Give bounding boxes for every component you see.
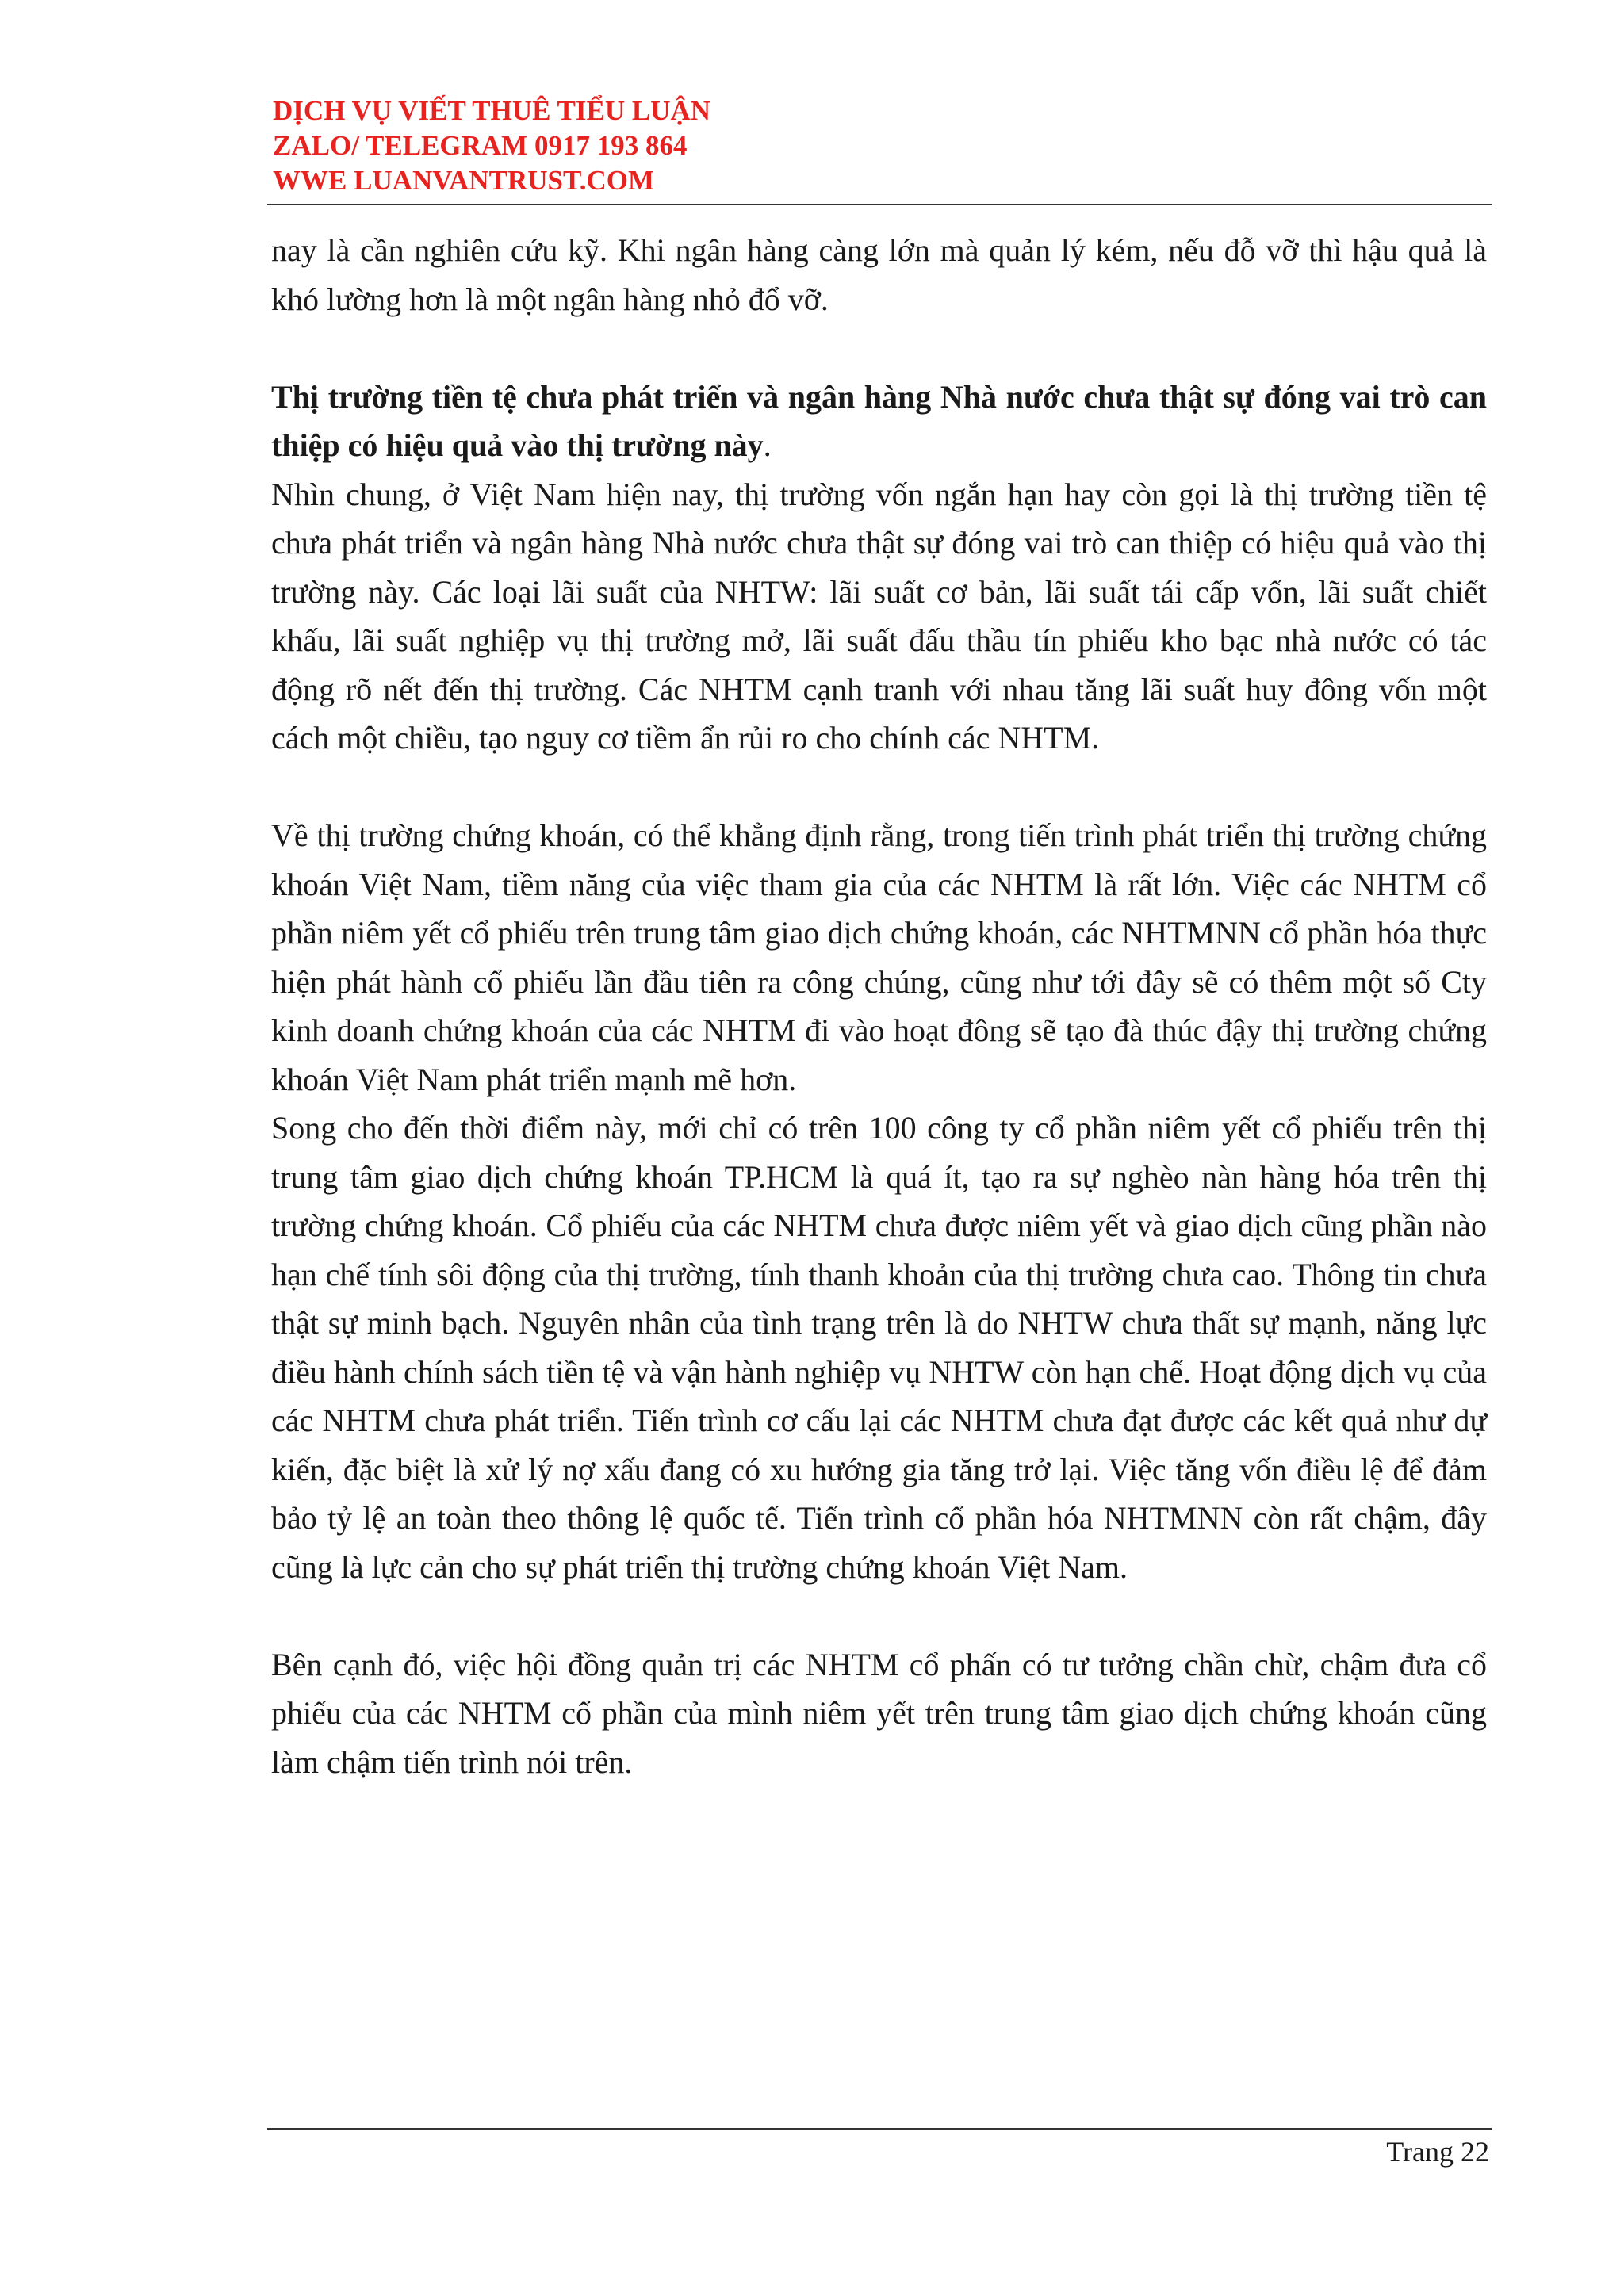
paragraph-board-hesitation: Bên cạnh đó, việc hội đồng quản trị các NHTM cổ phấn có tư tưởng chần chừ, chậm đưa cổ phiếu của các NHTM cổ phần của mình niêm yết trên trung tâm giao dịch chứng khoán cũng làm chậm tiến trình nói trên. <box>271 1646 1487 1780</box>
document-body <box>271 226 1487 1786</box>
section-heading-period: . <box>763 427 772 463</box>
paragraph-intro: nay là cần nghiên cứu kỹ. Khi ngân hàng càng lớn mà quản lý kém, nếu đỗ vỡ thì hậu quả là khó lường hơn là một ngân hàng nhỏ đổ vỡ. <box>271 232 1487 317</box>
page-header <box>273 94 710 198</box>
paragraph-spacer <box>271 763 1487 812</box>
header-service-line: DỊCH VỤ VIẾT THUÊ TIỂU LUẬN <box>273 95 711 126</box>
header-contact-line: ZALO/ TELEGRAM 0917 193 864 <box>273 130 688 161</box>
paragraph-stock-market: Về thị trường chứng khoán, có thể khẳng định rằng, trong tiến trình phát triển thị trường chứng khoán Việt Nam, tiềm năng của việc tham gia của các NHTM là rất lớn. Việc các NHTM cổ phần niêm yết cổ phiếu trên trung tâm giao dịch chứng khoán, các NHTMNN cổ phần hóa thực hiện phát hành cổ phiếu lần đầu tiên ra công chúng, cũng như tới đây sẽ có thêm một số Cty kinh doanh chứng khoán của các NHTM đi vào hoạt đông sẽ tạo đà thúc đậy thị trường chứng khoán Việt Nam phát triển mạnh mẽ hơn. <box>271 817 1487 1097</box>
footer-divider <box>267 2128 1492 2130</box>
paragraph-money-market: Nhìn chung, ở Việt Nam hiện nay, thị trường vốn ngắn hạn hay còn gọi là thị trường tiền tệ chưa phát triển và ngân hàng Nhà nước chưa thật sự đóng vai trò can thiệp có hiệu quả vào thị trường này. Các loại lãi suất của NHTW: lãi suất cơ bản, lãi suất tái cấp vốn, lãi suất chiết khấu, lãi suất nghiệp vụ thị trường mở, lãi suất đấu thầu tín phiếu kho bạc nhà nước có tác động rõ nết đến thị trường. Các NHTM cạnh tranh với nhau tăng lãi suất huy đông vốn một cách một chiều, tạo nguy cơ tiềm ẩn rủi ro cho chính các NHTM. <box>271 476 1487 756</box>
paragraph-spacer <box>271 1591 1487 1640</box>
paragraph-spacer <box>271 323 1487 373</box>
section-heading <box>271 373 1487 470</box>
section-heading-text: Thị trường tiền tệ chưa phát triển và ngân hàng Nhà nước chưa thật sự đóng vai trò can thiệp có hiệu quả vào thị trường này <box>271 378 1487 463</box>
header-website-line: WWE LUANVANTRUST.COM <box>273 165 654 196</box>
page-number: Trang 22 <box>1386 2136 1489 2168</box>
header-divider <box>267 204 1492 205</box>
paragraph-current-state: Song cho đến thời điểm này, mới chỉ có trên 100 công ty cổ phần niêm yết cổ phiếu trên thị trung tâm giao dịch chứng khoán TP.HCM là quá ít, tạo ra sự nghèo nàn hàng hóa trên thị trường chứng khoán. Cổ phiếu của các NHTM chưa được niêm yết và giao dịch cũng phần nào hạn chế tính sôi động của thị trường, tính thanh khoản của thị trường chưa cao. Thông tin chưa thật sự minh bạch. Nguyên nhân của tình trạng trên là do NHTW chưa thất sự mạnh, năng lực điều hành chính sách tiền tệ và vận hành nghiệp vụ NHTW còn hạn chế. Hoạt động dịch vụ của các NHTM chưa phát triển. Tiến trình cơ cấu lại các NHTM chưa đạt được các kết quả như dự kiến, đặc biệt là xử lý nợ xấu đang có xu hướng gia tăng trở lại. Việc tăng vốn điều lệ để đảm bảo tỷ lệ an toàn theo thông lệ quốc tế. Tiến trình cổ phần hóa NHTMNN còn rất chậm, đây cũng là lực cản cho sự phát triển thị trường chứng khoán Việt Nam. <box>271 1110 1487 1585</box>
